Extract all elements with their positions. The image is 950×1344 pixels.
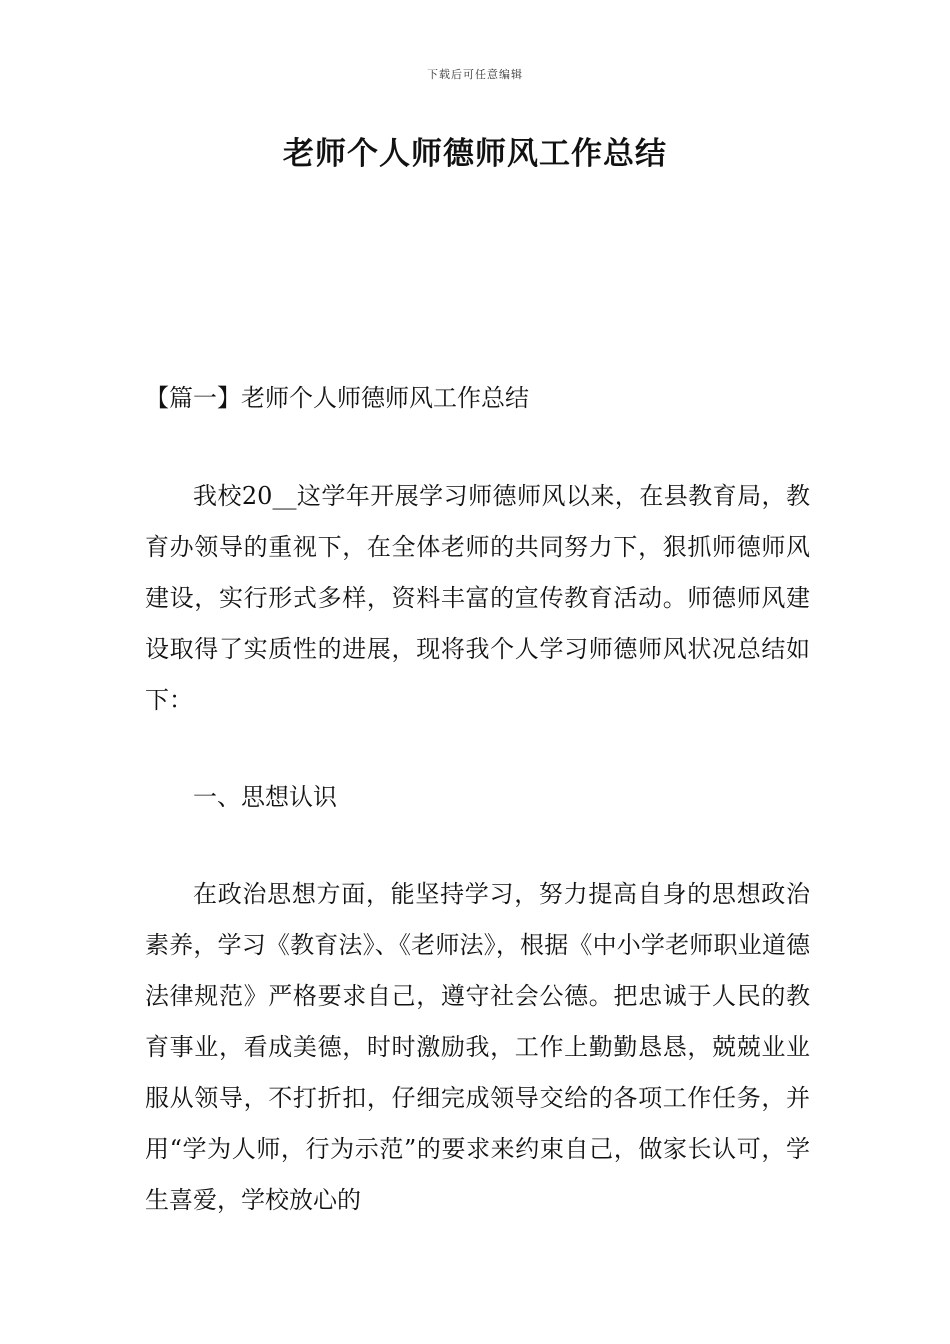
header-note: 下载后可任意编辑 [427,68,523,81]
body-paragraph-intro: 我校20__这学年开展学习师德师风以来，在县教育局，教育办领导的重视下，在全体老师的共同努力下，狠抓师德师风建设，实行形式多样，资料丰富的宣传教育活动。师德师风建设取得了实质性的进展，现将我个人学习师德师风状况总结如下： [145,482,810,714]
document-title: 老师个人师德师风工作总结 [283,136,667,172]
body-paragraph-ideology: 在政治思想方面，能坚持学习，努力提高自身的思想政治素养，学习《教育法》、《老师法》，根据《中小学老师职业道德法律规范》严格要求自己，遵守社会公德。把忠诚于人民的教育事业，看成美德，时时激励我，工作上勤勤恳恳，兢兢业业服从领导，不打折扣，仔细完成领导交给的各项工作任务，并用“学为人师，行为示范”的要求来约束自己，做家长认可，学生喜爱，学校放心的 [145,880,810,1214]
subheading-ideology: 一、思想认识 [193,783,337,811]
section-heading: 【篇一】老师个人师德师风工作总结 [145,384,529,412]
